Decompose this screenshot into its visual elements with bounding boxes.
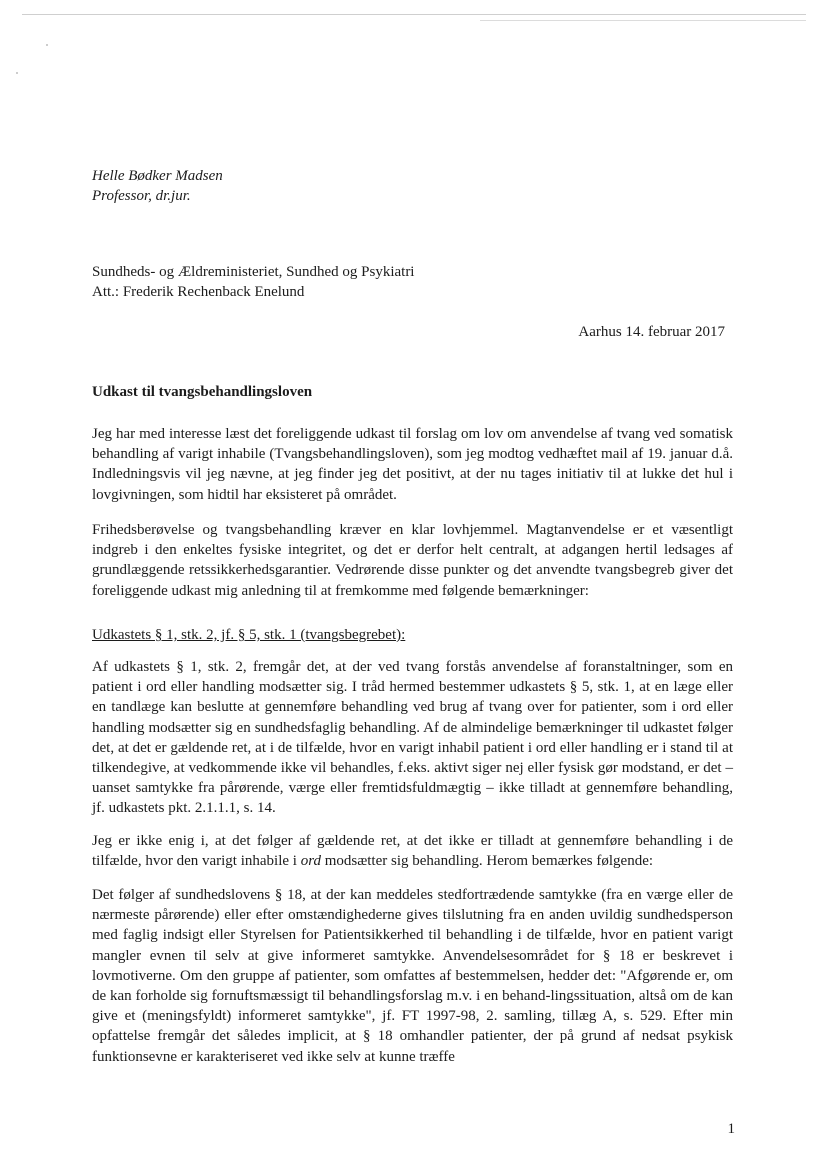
author-block [92, 166, 223, 206]
paragraph-text-part: modsætter sig behandling. Herom bemærkes følgende: [321, 853, 654, 870]
recipient-block [92, 262, 414, 302]
paragraph-intro [92, 424, 733, 505]
page-number: 1 [727, 1121, 735, 1137]
emphasized-word: ord [300, 853, 321, 870]
scan-top-rule [22, 14, 806, 15]
paragraph-health-act [92, 885, 733, 1067]
date-line: Aarhus 14. februar 2017 [578, 324, 725, 340]
scan-top-rule-secondary [480, 20, 806, 21]
paragraph-coercion-definition [92, 657, 733, 819]
paragraph-text-part: Jeg er ikke enig i, at det følger af gældende ret, at det ikke er tilladt at gennemføre behandling i de tilfælde, hvor den varigt inhabile i [92, 833, 733, 870]
author-title: Professor, dr.jur. [92, 188, 191, 204]
recipient-attention: Att.: Frederik Rechenback Enelund [92, 284, 305, 300]
subject-heading: Udkast til tvangsbehandlingsloven [92, 384, 313, 400]
recipient-organization: Sundheds- og Ældreministeriet, Sundhed og Psykiatri [92, 264, 415, 280]
paragraph-text: Frihedsberøvelse og tvangsbehandling kræver en klar lovhjemmel. Magtanvendelse er et væsentligt indgreb i den enkeltes fysiske integritet, og det er derfor helt centralt, at adgangen hertil ledsages af grundlæggende retssikkerhedsgarantier. Vedrørende disse punkter og det anvendte tvangsbegreb giver det foreliggende udkast mig anledning til at fremkomme med følgende bemærkninger: [92, 522, 733, 599]
scan-speck [16, 72, 18, 74]
paragraph-text: Det følger af sundhedslovens § 18, at der kan meddeles stedfortrædende samtykke (fra en værge eller de nærmeste pårørende) eller efter omstændighederne gives tilslutning fra en anden uvildig sundhedsperson med faglig indsigt eller Styrelsen for Patientsikkerhed til behandling i de tilfælde, hvor en patient varigt mangler evnen til selv at give informeret samtykke. Anvendelsesområdet for § 18 er beskrevet i lovmotiverne. Om den gruppe af patienter, som omfattes af bestemmelsen, hedder det: "Afgørende er, om de kan forholde sig fornuftsmæssigt til behandlingsforslag m.v. i en behand-lingssituation, altså om de kan give et (meningsfyldt) informeret samtykke", jf. FT 1997-98, 2. samling, tillæg A, s. 529. Efter min opfattelse fremgår det således implicit, at § 18 omhandler patienter, der på grund af nedsat psykisk funktionsevne er karakteriseret ved ikke selv at kunne træffe [92, 887, 733, 1065]
paragraph-legal-basis [92, 520, 733, 601]
author-name: Helle Bødker Madsen [92, 168, 223, 184]
scan-speck [46, 44, 48, 46]
paragraph-text: Af udkastets § 1, stk. 2, fremgår det, at der ved tvang forstås anvendelse af foranstaltninger, som en patient i ord eller handling modsætter sig. I tråd hermed bestemmer udkastets § 5, stk. 1, at en læge eller en tandlæge kan beslutte at gennemføre behandling ved brug af tvang over for patienter, som i ord eller handling modsætter sig en sundhedsfaglig behandling. Af de almindelige bemærkninger til udkastet følger det, at det er gældende ret, at i de tilfælde, hvor en varigt inhabil patient i ord eller handling er i stand til at tilkendegive, at vedkommende ikke vil behandles, f.eks. aktivt siger nej eller fysisk gør modstand, er det – uanset samtykke fra pårørende, værge eller fremtidsfuldmægtig – ikke tilladt at gennemføre behandling, jf. udkastets pkt. 2.1.1.1, s. 14. [92, 659, 733, 817]
paragraph-text: Jeg har med interesse læst det foreliggende udkast til forslag om lov om anvendelse af tvang ved somatisk behandling af varigt inhabile (Tvangsbehandlingsloven), som jeg modtog vedhæftet mail af 19. januar d.å. Indledningsvis vil jeg nævne, at jeg finder jeg det positivt, at der nu tages initiativ til at lukke det hul i lovgivningen, som hidtil har eksisteret på området. [92, 426, 733, 503]
paragraph-disagreement [92, 831, 733, 871]
section-heading: Udkastets § 1, stk. 2, jf. § 5, stk. 1 (tvangsbegrebet): [92, 627, 406, 643]
paragraph-text [92, 831, 733, 871]
